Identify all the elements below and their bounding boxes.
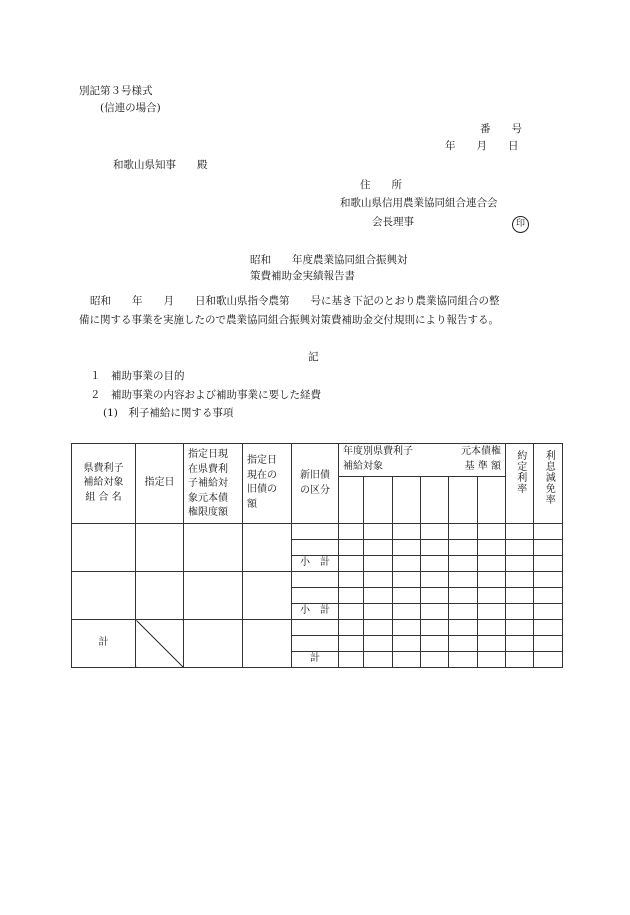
subsidy-table [71,443,563,668]
body-line-2: 備に関する事業を実施したので農業協同組合振興対策費補助金交付規則により報告する。 [79,314,499,326]
header-union-name: 県費利子 補給対象 組 合 名 [72,444,136,524]
note-heading: 記 [308,351,319,363]
body-line-1: 昭和 年 月 日和歌山県指令農第 号に基き下記のとおり農業協同組合の整 [90,295,500,307]
header-new-old-class: 新旧債 の区分 [292,444,339,524]
header-old-debt-amount: 指定日 現在の 旧債の 額 [243,444,292,524]
case-label: (信連の場合) [100,102,161,114]
header-designation-date: 指定日 [136,444,184,524]
date-label: 年 月 日 [445,140,519,152]
header-interest-reduction-rate: 利息減免率 [534,444,563,524]
total-row-label: 計 [292,652,339,668]
seal-stamp: 印 [512,216,529,233]
item-2-1: (1) 利子補給に関する事項 [103,407,234,419]
chairman-label: 会長理事 [372,216,414,228]
item-1: １ 補助事業の目的 [90,370,185,382]
address-label: 住 所 [360,179,402,191]
item-2: ２ 補助事業の内容および補助事業に要した経費 [90,389,321,401]
header-principal-limit: 指定日現 在県費利 子補給対 象元本債 権限度額 [184,444,243,524]
title-line-2: 策費補助金実績報告書 [250,270,355,282]
header-contract-rate: 約定利率 [506,444,534,524]
diagonal-cell [136,620,184,668]
organization-name: 和歌山県信用農業協同組合連合会 [340,197,498,209]
document-number-label: 番 号 [480,123,522,135]
subtotal-1: 小 計 [292,556,339,572]
form-number: 別記第３号様式 [79,85,153,97]
grand-total-label: 計 [72,620,136,668]
addressee: 和歌山県知事 殿 [113,159,208,171]
title-line-1: 昭和 年度農業協同組合振興対 [250,254,408,266]
header-yearly-subsidy: 年度別県費利子 元本債権 補給対象 基 準 額 [339,444,506,477]
subtotal-2: 小 計 [292,604,339,620]
